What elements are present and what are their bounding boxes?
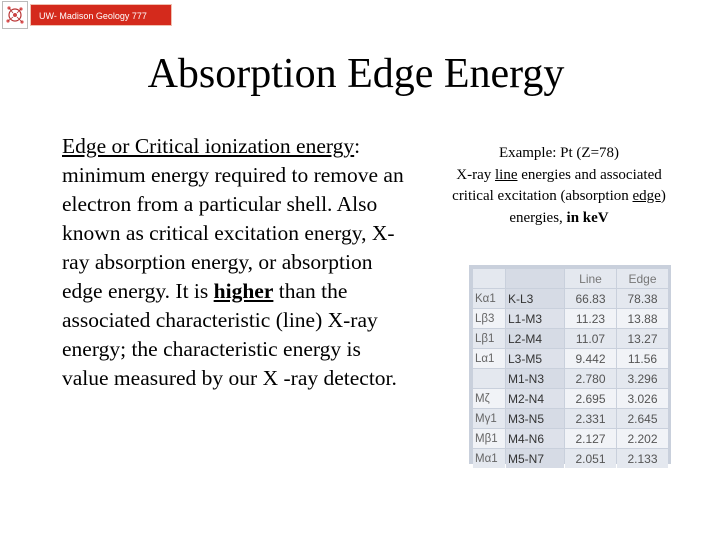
cell-transition: M2-N4 — [506, 389, 564, 408]
cell-edge-energy: 2.133 — [617, 449, 668, 468]
cell-transition: L2-M4 — [506, 329, 564, 348]
example-heading: Example: Pt (Z=78) — [498, 145, 620, 161]
cell-line-energy: 2.780 — [565, 369, 616, 388]
cell-line-label: Kα1 — [473, 289, 505, 308]
body-emphasis: higher — [213, 279, 274, 303]
cell-line-energy: 66.83 — [565, 289, 616, 308]
example-text-1: X-ray — [456, 166, 495, 183]
cell-edge-energy: 2.202 — [617, 429, 668, 448]
cell-line-label: Lβ3 — [473, 309, 505, 328]
cell-transition: L3-M5 — [506, 349, 564, 368]
cell-edge-energy: 2.645 — [617, 409, 668, 428]
cell-line-label: Lβ1 — [473, 329, 505, 348]
cell-line-energy: 2.127 — [565, 429, 616, 448]
example-text-3: ) energies, — [509, 188, 666, 226]
cell-transition: M1-N3 — [506, 369, 564, 388]
university-logo-icon — [2, 1, 28, 29]
cell-line-label: Mγ1 — [473, 409, 505, 428]
cell-line-label: Mβ1 — [473, 429, 505, 448]
cell-line-energy: 2.695 — [565, 389, 616, 408]
cell-line-label: Mζ — [473, 389, 505, 408]
example-text-2: energies and associated critical excitation (absorption — [452, 166, 662, 204]
column-header-edge: Edge — [617, 269, 668, 288]
column-header-label — [473, 269, 505, 288]
cell-transition: M4-N6 — [506, 429, 564, 448]
course-header-badge — [30, 4, 172, 26]
example-edge-word: edge — [632, 188, 661, 204]
cell-line-energy: 9.442 — [565, 349, 616, 368]
cell-edge-energy: 13.27 — [617, 329, 668, 348]
cell-transition: M3-N5 — [506, 409, 564, 428]
column-header-transition — [506, 269, 564, 288]
example-line-word: line — [494, 166, 518, 183]
table-row — [473, 309, 668, 328]
slide-body-text — [62, 132, 412, 393]
table-row — [473, 349, 668, 368]
cell-line-energy: 11.07 — [565, 329, 616, 348]
cell-line-energy: 11.23 — [565, 309, 616, 328]
cell-edge-energy: 13.88 — [617, 309, 668, 328]
table-row — [473, 389, 668, 408]
example-description — [448, 165, 670, 230]
cell-line-label: Mα1 — [473, 449, 505, 468]
cell-transition: L1-M3 — [506, 309, 564, 328]
table-row — [473, 369, 668, 388]
course-header-label: UW- Madison Geology 777 — [39, 11, 147, 21]
cell-line-label: Lα1 — [473, 349, 505, 368]
cell-line-energy: 2.331 — [565, 409, 616, 428]
cell-transition: K-L3 — [506, 289, 564, 308]
body-term: Edge or Critical ionization energy — [62, 134, 355, 158]
body-rest: than the associated characteristic (line) X-ray energy; the characteristic energy is value measured by our X -ray detector. — [62, 279, 397, 390]
column-header-line: Line — [565, 269, 616, 288]
cell-edge-energy: 3.026 — [617, 389, 668, 408]
cell-transition: M5-N7 — [506, 449, 564, 468]
table-row — [473, 329, 668, 348]
table-row — [473, 289, 668, 308]
energy-table-panel — [469, 265, 671, 464]
example-units: in keV — [566, 209, 609, 226]
table-header-row — [473, 269, 668, 288]
body-definition: : minimum energy required to remove an electron from a particular shell. Also known as critical excitation energy, X-ray absorption energy, or absorption edge energy. It is — [62, 134, 404, 303]
energy-table — [472, 268, 669, 469]
cell-edge-energy: 3.296 — [617, 369, 668, 388]
table-row — [473, 449, 668, 468]
cell-line-energy: 2.051 — [565, 449, 616, 468]
cell-line-label — [473, 369, 505, 388]
cell-edge-energy: 78.38 — [617, 289, 668, 308]
example-caption — [448, 143, 670, 229]
slide-title: Absorption Edge Energy — [147, 51, 565, 97]
table-row — [473, 429, 668, 448]
table-row — [473, 409, 668, 428]
cell-edge-energy: 11.56 — [617, 349, 668, 368]
